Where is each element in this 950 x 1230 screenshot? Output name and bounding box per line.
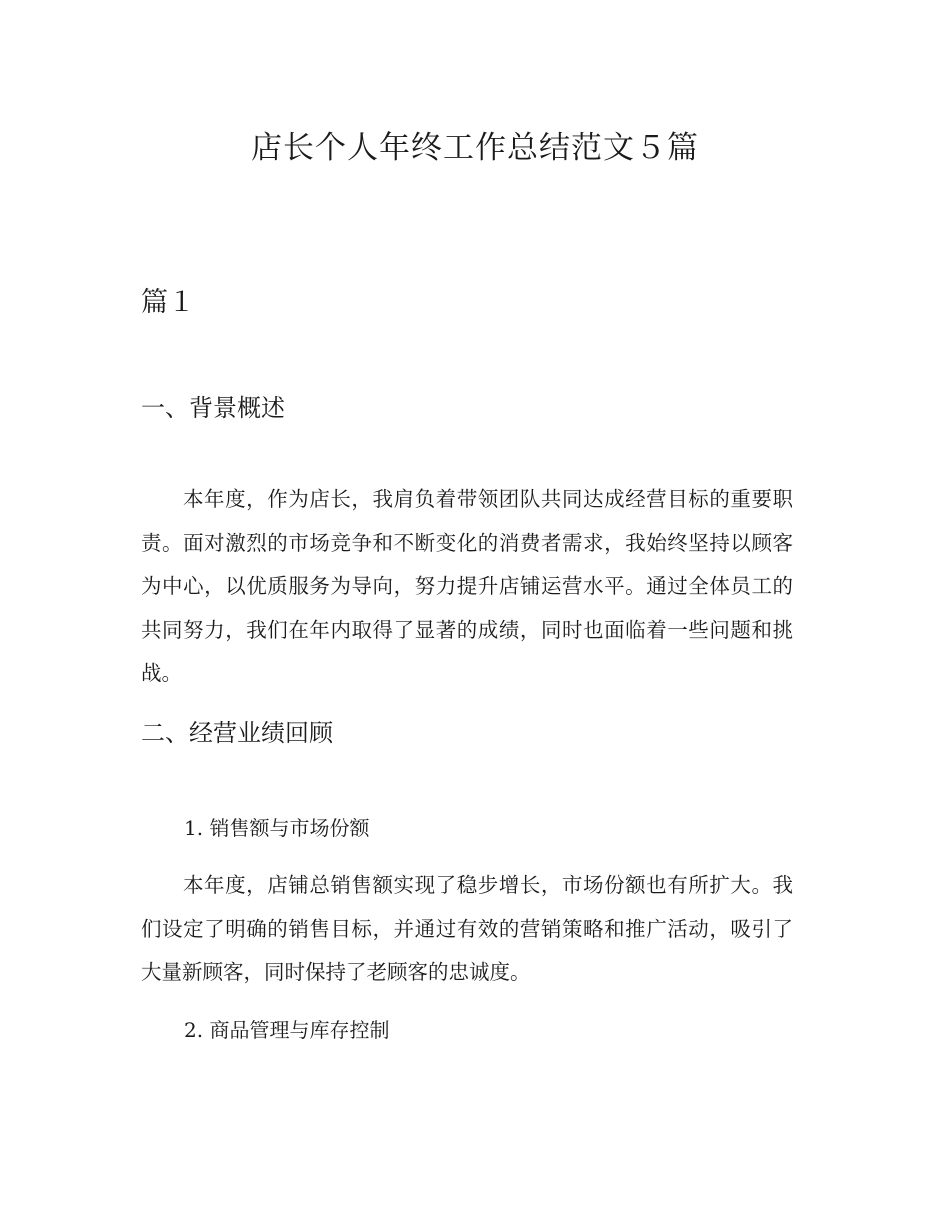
- paragraph-sales: 本年度，店铺总销售额实现了稳步增长，市场份额也有所扩大。我们设定了明确的销售目标，并通过有效的营销策略和推广活动，吸引了大量新顾客，同时保持了老顾客的忠诚度。: [141, 873, 793, 984]
- paragraph-background: 本年度，作为店长，我肩负着带领团队共同达成经营目标的重要职责。面对激烈的市场竞争和不断变化的消费者需求，我始终坚持以顾客为中心，以优质服务为导向，努力提升店铺运营水平。通过全体员工的共同努力，我们在年内取得了显著的成绩，同时也面临着一些问题和挑战。: [141, 487, 793, 685]
- part-heading: 篇１: [141, 287, 195, 318]
- subsection-heading-inventory: 2. 商品管理与库存控制: [184, 1018, 390, 1042]
- document-title: 店长个人年终工作总结范文５篇: [251, 130, 699, 166]
- subsection-heading-sales: 1. 销售额与市场份额: [184, 816, 370, 840]
- section-heading-performance: 二、经营业绩回顾: [141, 719, 333, 747]
- section-heading-background: 一、背景概述: [141, 394, 285, 422]
